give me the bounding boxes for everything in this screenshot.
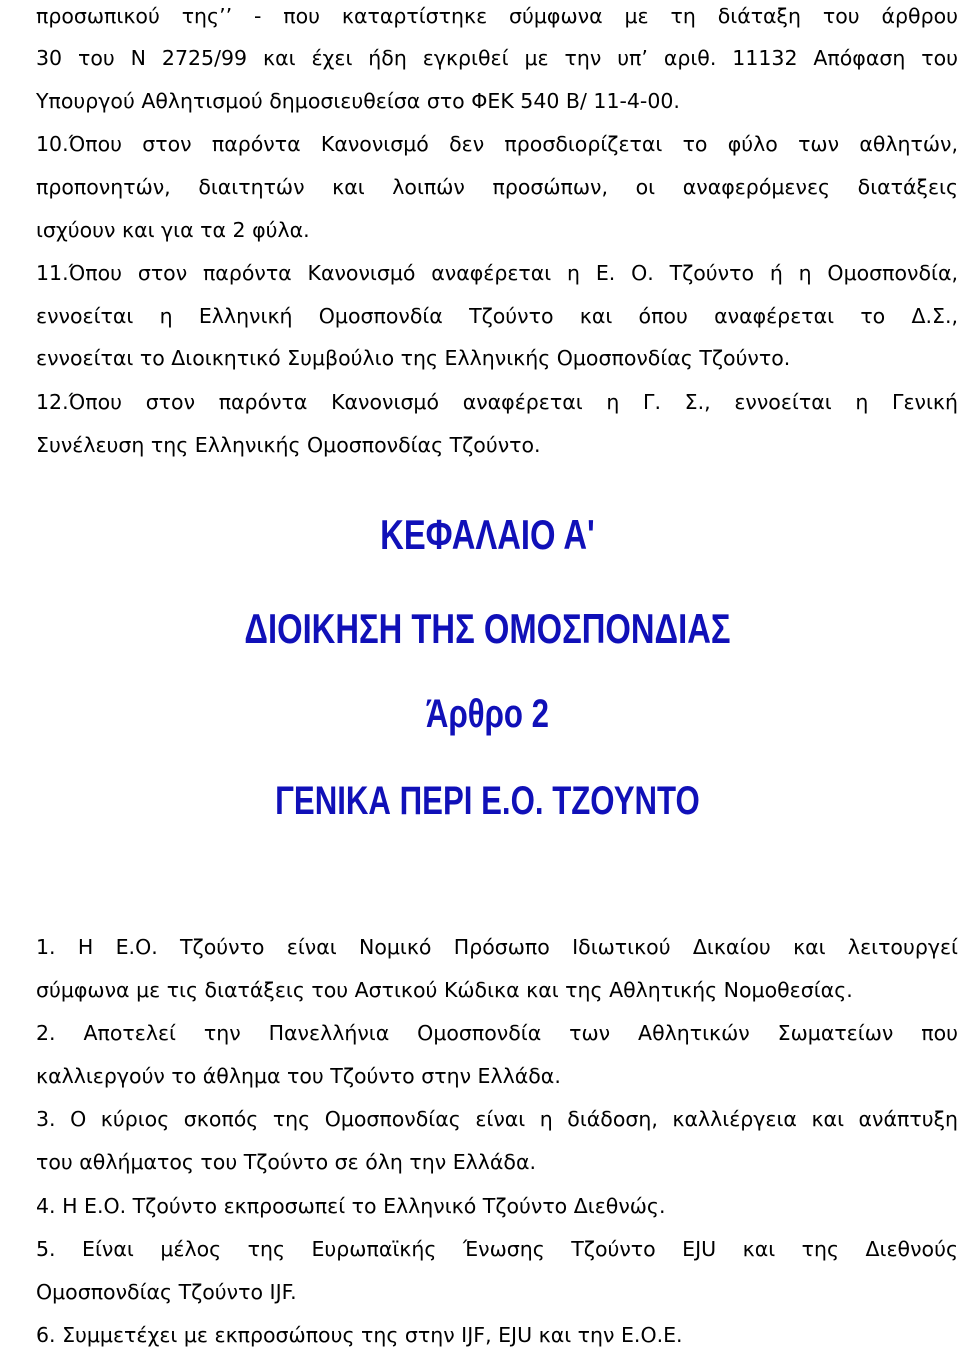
list-line: 5. Είναι μέλος της Ευρωπαϊκής Ένωσης Τζούντο EJU και της Διεθνούς [36,1237,958,1261]
list-line: 1. Η Ε.Ο. Τζούντο είναι Νομικό Πρόσωπο Ιδιωτικού Δικαίου και λειτουργεί [36,935,958,959]
paragraph-line: εννοείται η Ελληνική Ομοσπονδία Τζούντο και όπου αναφέρεται το Δ.Σ., [36,304,958,328]
article-heading: Άρθρο 2 [425,692,550,736]
section-heading: ΔΙΟΙΚΗΣΗ ΤΗΣ ΟΜΟΣΠΟΝΔΙΑΣ [244,605,731,652]
list-line: καλλιεργούν το άθλημα του Τζούντο στην Ελλάδα. [36,1064,561,1088]
paragraph-line: προπονητών, διαιτητών και λοιπών προσώπων, οι αναφερόμενες διατάξεις [36,175,958,199]
list-line: σύμφωνα με τις διατάξεις του Αστικού Κώδικα και της Αθλητικής Νομοθεσίας. [36,978,853,1002]
list-line: του αθλήματος του Τζούντο σε όλη την Ελλάδα. [36,1150,536,1174]
list-line: 6. Συμμετέχει με εκπροσώπους της στην IJF, EJU και την Ε.Ο.Ε. [36,1323,683,1347]
list-line: 3. Ο κύριος σκοπός της Ομοσπονδίας είναι η διάδοση, καλλιέργεια και ανάπτυξη [36,1107,958,1131]
list-line: 2. Αποτελεί την Πανελλήνια Ομοσπονδία των Αθλητικών Σωματείων που [36,1021,958,1045]
list-line: 4. Η Ε.Ο. Τζούντο εκπροσωπεί το Ελληνικό Τζούντο Διεθνώς. [36,1194,666,1218]
paragraph-line: 11.Όπου στον παρόντα Κανονισμό αναφέρεται η Ε. Ο. Τζούντο ή η Ομοσπονδία, [36,261,958,285]
paragraph-line: ισχύουν και για τα 2 φύλα. [36,218,310,242]
list-line: Ομοσπονδίας Τζούντο IJF. [36,1280,297,1304]
article-title-heading: ΓΕΝΙΚΑ ΠΕΡΙ Ε.Ο. ΤΖΟΥΝΤΟ [275,779,700,823]
paragraph-line: εννοείται το Διοικητικό Συμβούλιο της Ελληνικής Ομοσπονδίας Τζούντο. [36,346,791,370]
paragraph-line: Υπουργού Αθλητισμού δημοσιευθείσα στο ΦΕΚ 540 Β/ 11-4-00. [36,89,680,113]
paragraph-line: 10.Όπου στον παρόντα Κανονισμό δεν προσδιορίζεται το φύλο των αθλητών, [36,132,958,156]
chapter-heading: ΚΕΦΑΛΑΙΟ Α' [380,511,595,558]
paragraph-line: προσωπικού της’’ - που καταρτίστηκε σύμφωνα με τη διάταξη του άρθρου [36,4,958,28]
paragraph-line: Συνέλευση της Ελληνικής Ομοσπονδίας Τζούντο. [36,433,541,457]
paragraph-line: 30 του Ν 2725/99 και έχει ήδη εγκριθεί με την υπ’ αριθ. 11132 Απόφαση του [36,46,958,70]
paragraph-line: 12.Όπου στον παρόντα Κανονισμό αναφέρεται η Γ. Σ., εννοείται η Γενική [36,390,958,414]
